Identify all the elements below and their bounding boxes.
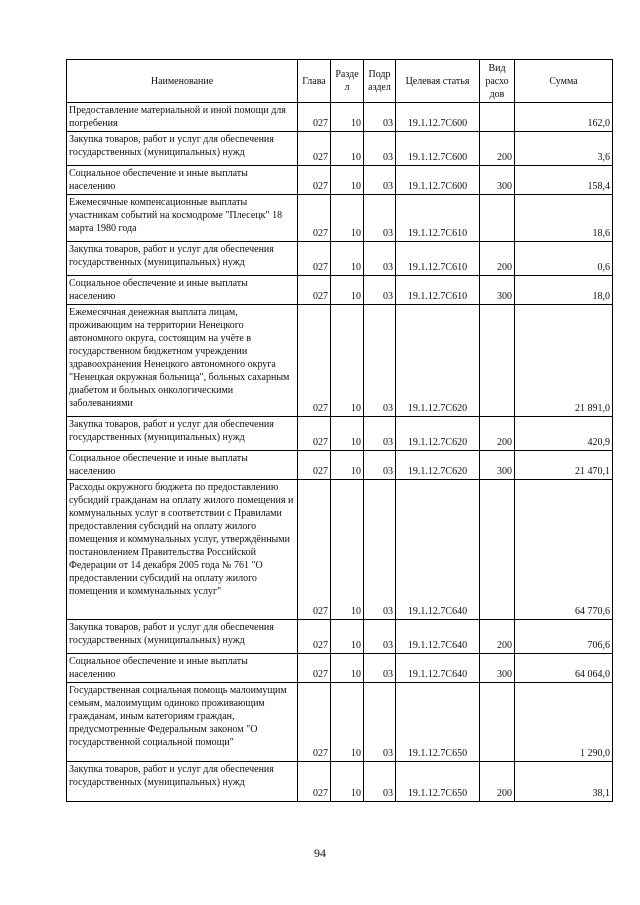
cell-name: Закупка товаров, работ и услуг для обеспечения государственных (муниципальных) нужд [67, 417, 298, 451]
cell-name: Социальное обеспечение и иные выплаты населению [67, 451, 298, 480]
table-row [67, 132, 613, 166]
cell-razdel: 10 [331, 654, 364, 683]
cell-vid-rashodov: 300 [480, 654, 515, 683]
cell-name: Ежемесячная денежная выплата лицам, проживающим на территории Ненецкого автономного округа, состоящим на учёте в государственном бюджетном учреждении здравоохранения Ненецкого автономного округа "Ненецкая окружная больница", больных сахарным диабетом и больных онкологическими заболеваниями [67, 305, 298, 417]
table-row [67, 762, 613, 802]
cell-razdel: 10 [331, 451, 364, 480]
cell-glava: 027 [298, 132, 331, 166]
header-tselevaya-statya: Целевая статья [396, 60, 480, 103]
budget-table [66, 59, 613, 802]
cell-vid-rashodov: 300 [480, 166, 515, 195]
cell-tselevaya-statya: 19.1.12.7С610 [396, 242, 480, 276]
cell-summa: 21 470,1 [515, 451, 613, 480]
cell-glava: 027 [298, 166, 331, 195]
cell-vid-rashodov: 200 [480, 620, 515, 654]
cell-razdel: 10 [331, 195, 364, 242]
table-row [67, 276, 613, 305]
cell-name: Расходы окружного бюджета по предоставлению субсидий гражданам на оплату жилого помещения и коммунальных услуг в соответствии с Правилами предоставления субсидий на оплату жилого помещения и коммунальных услуг, утверждёнными постановлением Правительства Российской Федерации от 14 декабря 2005 года № 761 "О предоставлении субсидий на оплату жилого помещения и коммунальных услуг" [67, 480, 298, 620]
cell-tselevaya-statya: 19.1.12.7С620 [396, 417, 480, 451]
cell-vid-rashodov [480, 305, 515, 417]
cell-summa: 64 770,6 [515, 480, 613, 620]
cell-vid-rashodov: 300 [480, 276, 515, 305]
cell-podrazdel: 03 [364, 242, 396, 276]
cell-razdel: 10 [331, 132, 364, 166]
cell-summa: 706,6 [515, 620, 613, 654]
cell-glava: 027 [298, 762, 331, 802]
header-name: Наименование [67, 60, 298, 103]
cell-vid-rashodov: 200 [480, 132, 515, 166]
cell-summa: 3,6 [515, 132, 613, 166]
table-header-row [67, 60, 613, 103]
cell-razdel: 10 [331, 762, 364, 802]
cell-razdel: 10 [331, 242, 364, 276]
cell-tselevaya-statya: 19.1.12.7С650 [396, 683, 480, 762]
table-row [67, 195, 613, 242]
cell-glava: 027 [298, 103, 331, 132]
cell-summa: 1 290,0 [515, 683, 613, 762]
cell-podrazdel: 03 [364, 451, 396, 480]
cell-tselevaya-statya: 19.1.12.7С620 [396, 305, 480, 417]
cell-name: Закупка товаров, работ и услуг для обеспечения государственных (муниципальных) нужд [67, 762, 298, 802]
cell-podrazdel: 03 [364, 103, 396, 132]
table-row [67, 305, 613, 417]
header-vid-rashodov: Вид расхо дов [480, 60, 515, 103]
cell-glava: 027 [298, 276, 331, 305]
cell-podrazdel: 03 [364, 620, 396, 654]
cell-razdel: 10 [331, 417, 364, 451]
cell-vid-rashodov: 200 [480, 762, 515, 802]
cell-glava: 027 [298, 195, 331, 242]
cell-podrazdel: 03 [364, 654, 396, 683]
cell-summa: 0,6 [515, 242, 613, 276]
cell-tselevaya-statya: 19.1.12.7С610 [396, 195, 480, 242]
cell-tselevaya-statya: 19.1.12.7С600 [396, 103, 480, 132]
cell-summa: 18,6 [515, 195, 613, 242]
cell-summa: 38,1 [515, 762, 613, 802]
page-number: 94 [314, 846, 326, 860]
cell-name: Закупка товаров, работ и услуг для обеспечения государственных (муниципальных) нужд [67, 242, 298, 276]
cell-podrazdel: 03 [364, 683, 396, 762]
cell-podrazdel: 03 [364, 276, 396, 305]
cell-vid-rashodov [480, 683, 515, 762]
cell-podrazdel: 03 [364, 166, 396, 195]
header-glava: Глава [298, 60, 331, 103]
cell-podrazdel: 03 [364, 417, 396, 451]
cell-razdel: 10 [331, 103, 364, 132]
cell-summa: 64 064,0 [515, 654, 613, 683]
cell-razdel: 10 [331, 305, 364, 417]
cell-name: Государственная социальная помощь малоимущим семьям, малоимущим одиноко проживающим гражданам, иным категориям граждан, предусмотренные Федеральным законом "О государственной социальной помощи" [67, 683, 298, 762]
cell-glava: 027 [298, 683, 331, 762]
cell-tselevaya-statya: 19.1.12.7С620 [396, 451, 480, 480]
table-row [67, 242, 613, 276]
table-body [67, 103, 613, 802]
cell-name: Социальное обеспечение и иные выплаты населению [67, 166, 298, 195]
cell-glava: 027 [298, 480, 331, 620]
cell-razdel: 10 [331, 683, 364, 762]
header-razdel: Разде л [331, 60, 364, 103]
cell-glava: 027 [298, 417, 331, 451]
cell-name: Закупка товаров, работ и услуг для обеспечения государственных (муниципальных) нужд [67, 132, 298, 166]
cell-summa: 162,0 [515, 103, 613, 132]
cell-razdel: 10 [331, 480, 364, 620]
table-row [67, 620, 613, 654]
table-row [67, 166, 613, 195]
cell-vid-rashodov: 200 [480, 417, 515, 451]
cell-glava: 027 [298, 242, 331, 276]
cell-razdel: 10 [331, 276, 364, 305]
table-row [67, 451, 613, 480]
cell-name: Социальное обеспечение и иные выплаты населению [67, 654, 298, 683]
cell-summa: 158,4 [515, 166, 613, 195]
cell-tselevaya-statya: 19.1.12.7С650 [396, 762, 480, 802]
cell-name: Предоставление материальной и иной помощи для погребения [67, 103, 298, 132]
cell-vid-rashodov [480, 195, 515, 242]
cell-glava: 027 [298, 654, 331, 683]
cell-podrazdel: 03 [364, 132, 396, 166]
cell-vid-rashodov [480, 103, 515, 132]
cell-podrazdel: 03 [364, 480, 396, 620]
cell-tselevaya-statya: 19.1.12.7С640 [396, 480, 480, 620]
header-summa: Сумма [515, 60, 613, 103]
cell-name: Социальное обеспечение и иные выплаты населению [67, 276, 298, 305]
cell-tselevaya-statya: 19.1.12.7С600 [396, 132, 480, 166]
table-row [67, 683, 613, 762]
cell-glava: 027 [298, 451, 331, 480]
cell-razdel: 10 [331, 166, 364, 195]
cell-vid-rashodov: 200 [480, 242, 515, 276]
cell-glava: 027 [298, 305, 331, 417]
table-row [67, 417, 613, 451]
table-row [67, 480, 613, 620]
header-podrazdel: Подр аздел [364, 60, 396, 103]
cell-tselevaya-statya: 19.1.12.7С600 [396, 166, 480, 195]
cell-name: Ежемесячные компенсационные выплаты участникам событий на космодроме "Плесецк" 18 марта 1980 года [67, 195, 298, 242]
cell-podrazdel: 03 [364, 195, 396, 242]
cell-summa: 21 891,0 [515, 305, 613, 417]
cell-podrazdel: 03 [364, 305, 396, 417]
cell-vid-rashodov [480, 480, 515, 620]
cell-razdel: 10 [331, 620, 364, 654]
cell-vid-rashodov: 300 [480, 451, 515, 480]
cell-summa: 420,9 [515, 417, 613, 451]
cell-tselevaya-statya: 19.1.12.7С640 [396, 654, 480, 683]
cell-tselevaya-statya: 19.1.12.7С610 [396, 276, 480, 305]
cell-glava: 027 [298, 620, 331, 654]
table-row [67, 654, 613, 683]
cell-summa: 18,0 [515, 276, 613, 305]
cell-name: Закупка товаров, работ и услуг для обеспечения государственных (муниципальных) нужд [67, 620, 298, 654]
cell-podrazdel: 03 [364, 762, 396, 802]
table-row [67, 103, 613, 132]
cell-tselevaya-statya: 19.1.12.7С640 [396, 620, 480, 654]
